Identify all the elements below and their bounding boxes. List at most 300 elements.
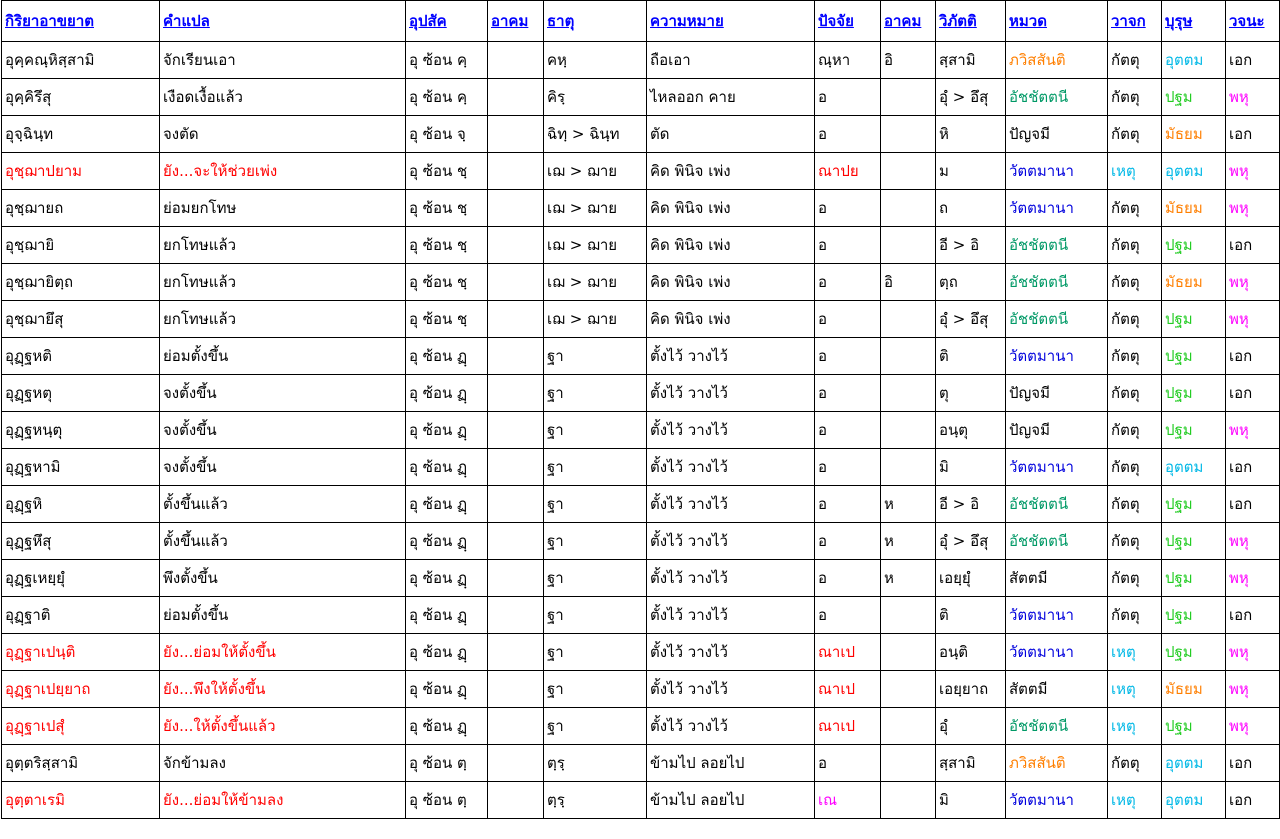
cell-upasak: อุ ซ้อน จฺ xyxy=(406,116,488,153)
cell-thatu: ตฺรฺ xyxy=(544,782,647,819)
cell-vibhatti: อุํ > อึสุ xyxy=(936,301,1006,338)
cell-meaning: ตั้งไว้ วางไว้ xyxy=(647,449,815,486)
table-row xyxy=(2,190,1280,227)
cell-akhom-1 xyxy=(488,449,544,486)
cell-kiriya: อุฏฺฐหนฺตุ xyxy=(2,412,160,449)
cell-upasak: อุ ซ้อน ชฺ xyxy=(406,301,488,338)
cell-vacaka: กัตตุ xyxy=(1108,227,1162,264)
header-upasak: อุปสัค xyxy=(406,1,488,42)
cell-akhom-1 xyxy=(488,782,544,819)
header-purisa: บุรุษ xyxy=(1162,1,1226,42)
table-row xyxy=(2,301,1280,338)
cell-vacana: พหุ xyxy=(1226,634,1280,671)
cell-muat: วัตตมานา xyxy=(1006,782,1108,819)
cell-vacaka: กัตตุ xyxy=(1108,264,1162,301)
cell-purisa: อุตตม xyxy=(1162,153,1226,190)
cell-akhom-2 xyxy=(881,153,936,190)
cell-thatu: ฐา xyxy=(544,671,647,708)
cell-translation: ยัง...ย่อมให้ตั้งขึ้น xyxy=(160,634,406,671)
cell-paccaya: ณาเป xyxy=(815,634,881,671)
cell-purisa: ปฐม xyxy=(1162,597,1226,634)
cell-kiriya: อุฏฺฐหตุ xyxy=(2,375,160,412)
cell-paccaya: อ xyxy=(815,375,881,412)
table-row xyxy=(2,523,1280,560)
cell-meaning: คิด พินิจ เพ่ง xyxy=(647,190,815,227)
cell-upasak: อุ ซ้อน ฏฺ xyxy=(406,523,488,560)
cell-thatu: ฐา xyxy=(544,486,647,523)
cell-thatu: เฌ > ฌาย xyxy=(544,153,647,190)
cell-vibhatti: มิ xyxy=(936,782,1006,819)
cell-akhom-2 xyxy=(881,338,936,375)
cell-vacaka: เหตุ xyxy=(1108,634,1162,671)
cell-vacana: เอก xyxy=(1226,597,1280,634)
cell-vacaka: กัตตุ xyxy=(1108,449,1162,486)
cell-purisa: ปฐม xyxy=(1162,301,1226,338)
cell-translation: ย่อมยกโทษ xyxy=(160,190,406,227)
cell-akhom-2: ห xyxy=(881,523,936,560)
cell-vacana: เอก xyxy=(1226,116,1280,153)
cell-purisa: ปฐม xyxy=(1162,708,1226,745)
table-row xyxy=(2,708,1280,745)
cell-thatu: ฐา xyxy=(544,338,647,375)
cell-translation: จักข้ามลง xyxy=(160,745,406,782)
cell-akhom-2 xyxy=(881,597,936,634)
cell-vacaka: กัตตุ xyxy=(1108,190,1162,227)
cell-vacana: พหุ xyxy=(1226,153,1280,190)
cell-akhom-2 xyxy=(881,116,936,153)
cell-meaning: ตั้งไว้ วางไว้ xyxy=(647,597,815,634)
cell-upasak: อุ ซ้อน ฏฺ xyxy=(406,412,488,449)
cell-vacaka: เหตุ xyxy=(1108,671,1162,708)
cell-translation: ยัง...ย่อมให้ข้ามลง xyxy=(160,782,406,819)
cell-muat: อัชชัตตนี xyxy=(1006,79,1108,116)
table-row xyxy=(2,782,1280,819)
cell-kiriya: อุฏฺฐาเปสุํ xyxy=(2,708,160,745)
cell-paccaya: ณาเป xyxy=(815,708,881,745)
cell-vibhatti: อุํ > อึสุ xyxy=(936,523,1006,560)
cell-thatu: ฐา xyxy=(544,560,647,597)
cell-purisa: ปฐม xyxy=(1162,486,1226,523)
cell-translation: ตั้งขึ้นแล้ว xyxy=(160,523,406,560)
cell-paccaya: อ xyxy=(815,745,881,782)
cell-translation: ย่อมตั้งขึ้น xyxy=(160,338,406,375)
header-vacana: วจนะ xyxy=(1226,1,1280,42)
cell-meaning: ข้ามไป ลอยไป xyxy=(647,745,815,782)
table-row xyxy=(2,634,1280,671)
cell-vacaka: กัตตุ xyxy=(1108,375,1162,412)
cell-vacana: เอก xyxy=(1226,449,1280,486)
cell-thatu: เฌ > ฌาย xyxy=(544,190,647,227)
cell-purisa: ปฐม xyxy=(1162,375,1226,412)
cell-paccaya: อ xyxy=(815,486,881,523)
cell-muat: อัชชัตตนี xyxy=(1006,486,1108,523)
cell-kiriya: อุชฺฌายิ xyxy=(2,227,160,264)
cell-muat: วัตตมานา xyxy=(1006,153,1108,190)
cell-muat: อัชชัตตนี xyxy=(1006,301,1108,338)
cell-kiriya: อุฏฺฐหติ xyxy=(2,338,160,375)
cell-upasak: อุ ซ้อน ฏฺ xyxy=(406,708,488,745)
cell-muat: วัตตมานา xyxy=(1006,190,1108,227)
cell-paccaya: อ xyxy=(815,190,881,227)
cell-vibhatti: หิ xyxy=(936,116,1006,153)
cell-akhom-2 xyxy=(881,708,936,745)
cell-vacaka: กัตตุ xyxy=(1108,745,1162,782)
cell-purisa: อุตตม xyxy=(1162,782,1226,819)
cell-upasak: อุ ซ้อน ฏฺ xyxy=(406,486,488,523)
cell-paccaya: เณ xyxy=(815,782,881,819)
cell-vacana: พหุ xyxy=(1226,708,1280,745)
cell-purisa: มัธยม xyxy=(1162,190,1226,227)
cell-vibhatti: ตฺถ xyxy=(936,264,1006,301)
cell-purisa: ปฐม xyxy=(1162,412,1226,449)
cell-kiriya: อุชฺฌายึสุ xyxy=(2,301,160,338)
cell-meaning: ตั้งไว้ วางไว้ xyxy=(647,338,815,375)
cell-vacaka: กัตตุ xyxy=(1108,79,1162,116)
cell-vibhatti: ม xyxy=(936,153,1006,190)
cell-vacaka: เหตุ xyxy=(1108,153,1162,190)
cell-muat: ปัญจมี xyxy=(1006,412,1108,449)
cell-vibhatti: สฺสามิ xyxy=(936,745,1006,782)
cell-vibhatti: มิ xyxy=(936,449,1006,486)
cell-paccaya: อ xyxy=(815,412,881,449)
cell-thatu: ฐา xyxy=(544,523,647,560)
cell-purisa: มัธยม xyxy=(1162,264,1226,301)
cell-translation: เงือดเงื้อแล้ว xyxy=(160,79,406,116)
cell-upasak: อุ ซ้อน ตฺ xyxy=(406,745,488,782)
table-row xyxy=(2,116,1280,153)
cell-translation: ยัง...จะให้ช่วยเพ่ง xyxy=(160,153,406,190)
cell-kiriya: อุจฺฉินฺท xyxy=(2,116,160,153)
cell-upasak: อุ ซ้อน ชฺ xyxy=(406,264,488,301)
cell-akhom-1 xyxy=(488,116,544,153)
cell-akhom-1 xyxy=(488,42,544,79)
cell-vacana: พหุ xyxy=(1226,264,1280,301)
cell-vibhatti: ตุ xyxy=(936,375,1006,412)
cell-akhom-2 xyxy=(881,79,936,116)
cell-vacaka: กัตตุ xyxy=(1108,486,1162,523)
cell-upasak: อุ ซ้อน ฏฺ xyxy=(406,671,488,708)
cell-purisa: ปฐม xyxy=(1162,227,1226,264)
cell-akhom-1 xyxy=(488,264,544,301)
cell-kiriya: อุฏฺฐาติ xyxy=(2,597,160,634)
cell-akhom-1 xyxy=(488,227,544,264)
cell-akhom-1 xyxy=(488,153,544,190)
cell-vibhatti: ติ xyxy=(936,597,1006,634)
cell-translation: ตั้งขึ้นแล้ว xyxy=(160,486,406,523)
cell-vacana: พหุ xyxy=(1226,190,1280,227)
cell-akhom-2 xyxy=(881,745,936,782)
header-vibhatti: วิภัตติ xyxy=(936,1,1006,42)
cell-meaning: ตั้งไว้ วางไว้ xyxy=(647,671,815,708)
table-row xyxy=(2,42,1280,79)
cell-muat: อัชชัตตนี xyxy=(1006,227,1108,264)
cell-vibhatti: เอยฺยาถ xyxy=(936,671,1006,708)
cell-kiriya: อุคฺคิรึสุ xyxy=(2,79,160,116)
cell-akhom-2 xyxy=(881,634,936,671)
cell-translation: ยกโทษแล้ว xyxy=(160,227,406,264)
cell-thatu: ฐา xyxy=(544,375,647,412)
cell-akhom-2: ห xyxy=(881,560,936,597)
cell-akhom-1 xyxy=(488,190,544,227)
cell-purisa: ปฐม xyxy=(1162,634,1226,671)
cell-vacana: พหุ xyxy=(1226,560,1280,597)
cell-muat: วัตตมานา xyxy=(1006,338,1108,375)
header-vacaka: วาจก xyxy=(1108,1,1162,42)
cell-upasak: อุ ซ้อน ชฺ xyxy=(406,227,488,264)
cell-kiriya: อุตฺตริสฺสามิ xyxy=(2,745,160,782)
cell-vacana: พหุ xyxy=(1226,301,1280,338)
cell-vacaka: กัตตุ xyxy=(1108,42,1162,79)
cell-thatu: ฐา xyxy=(544,412,647,449)
cell-kiriya: อุฏฺฐหิ xyxy=(2,486,160,523)
cell-vibhatti: อี > อิ xyxy=(936,227,1006,264)
cell-akhom-1 xyxy=(488,79,544,116)
cell-paccaya: อ xyxy=(815,560,881,597)
cell-thatu: ตฺรฺ xyxy=(544,745,647,782)
cell-vibhatti: อนฺตุ xyxy=(936,412,1006,449)
cell-thatu: ฐา xyxy=(544,449,647,486)
cell-akhom-1 xyxy=(488,671,544,708)
cell-upasak: อุ ซ้อน ตฺ xyxy=(406,782,488,819)
table-row xyxy=(2,745,1280,782)
table-row xyxy=(2,486,1280,523)
cell-paccaya: อ xyxy=(815,449,881,486)
cell-purisa: อุตตม xyxy=(1162,745,1226,782)
cell-meaning: ตั้งไว้ วางไว้ xyxy=(647,634,815,671)
table-row xyxy=(2,412,1280,449)
cell-kiriya: อุฏฺฐหึสุ xyxy=(2,523,160,560)
cell-upasak: อุ ซ้อน ชฺ xyxy=(406,190,488,227)
cell-vacana: เอก xyxy=(1226,745,1280,782)
cell-muat: ภวิสสันติ xyxy=(1006,42,1108,79)
cell-akhom-2 xyxy=(881,190,936,227)
cell-vibhatti: อุํ > อึสุ xyxy=(936,79,1006,116)
cell-thatu: เฌ > ฌาย xyxy=(544,301,647,338)
cell-translation: จงตั้งขึ้น xyxy=(160,375,406,412)
cell-vacana: พหุ xyxy=(1226,412,1280,449)
cell-akhom-2: ห xyxy=(881,486,936,523)
cell-purisa: ปฐม xyxy=(1162,560,1226,597)
cell-thatu: เฌ > ฌาย xyxy=(544,264,647,301)
cell-paccaya: อ xyxy=(815,264,881,301)
cell-akhom-1 xyxy=(488,375,544,412)
table-row xyxy=(2,338,1280,375)
cell-upasak: อุ ซ้อน คฺ xyxy=(406,42,488,79)
cell-vacaka: กัตตุ xyxy=(1108,301,1162,338)
cell-translation: พึงตั้งขึ้น xyxy=(160,560,406,597)
table-row xyxy=(2,264,1280,301)
header-kiriya: กิริยาอาขยาต xyxy=(2,1,160,42)
cell-vacaka: กัตตุ xyxy=(1108,560,1162,597)
table-row xyxy=(2,79,1280,116)
cell-translation: จักเรียนเอา xyxy=(160,42,406,79)
cell-kiriya: อุฏฺฐหามิ xyxy=(2,449,160,486)
cell-akhom-1 xyxy=(488,486,544,523)
cell-translation: จงตั้งขึ้น xyxy=(160,412,406,449)
cell-muat: อัชชัตตนี xyxy=(1006,264,1108,301)
table-row xyxy=(2,560,1280,597)
cell-akhom-1 xyxy=(488,338,544,375)
table-body xyxy=(2,42,1280,819)
cell-akhom-2: อิ xyxy=(881,42,936,79)
header-meaning: ความหมาย xyxy=(647,1,815,42)
cell-akhom-1 xyxy=(488,412,544,449)
cell-paccaya: ณาเป xyxy=(815,671,881,708)
cell-translation: ย่อมตั้งขึ้น xyxy=(160,597,406,634)
cell-vibhatti: อนฺติ xyxy=(936,634,1006,671)
cell-upasak: อุ ซ้อน ฏฺ xyxy=(406,597,488,634)
cell-vacana: พหุ xyxy=(1226,523,1280,560)
cell-meaning: ไหลออก คาย xyxy=(647,79,815,116)
cell-kiriya: อุชฺฌาปยาม xyxy=(2,153,160,190)
cell-muat: วัตตมานา xyxy=(1006,597,1108,634)
header-paccaya: ปัจจัย xyxy=(815,1,881,42)
cell-vibhatti: เอยฺยุํ xyxy=(936,560,1006,597)
cell-upasak: อุ ซ้อน ฏฺ xyxy=(406,338,488,375)
cell-thatu: คิรฺ xyxy=(544,79,647,116)
cell-paccaya: อ xyxy=(815,301,881,338)
cell-translation: จงตั้งขึ้น xyxy=(160,449,406,486)
cell-kiriya: อุตฺตาเรมิ xyxy=(2,782,160,819)
header-muat: หมวด xyxy=(1006,1,1108,42)
cell-vacaka: กัตตุ xyxy=(1108,523,1162,560)
cell-meaning: ตั้งไว้ วางไว้ xyxy=(647,708,815,745)
table-row xyxy=(2,227,1280,264)
cell-muat: สัตตมี xyxy=(1006,560,1108,597)
cell-vacana: เอก xyxy=(1226,227,1280,264)
cell-upasak: อุ ซ้อน ฏฺ xyxy=(406,375,488,412)
table-row xyxy=(2,375,1280,412)
cell-upasak: อุ ซ้อน คฺ xyxy=(406,79,488,116)
cell-meaning: ตั้งไว้ วางไว้ xyxy=(647,486,815,523)
header-thatu: ธาตุ xyxy=(544,1,647,42)
cell-vacaka: กัตตุ xyxy=(1108,116,1162,153)
cell-meaning: คิด พินิจ เพ่ง xyxy=(647,153,815,190)
cell-vacana: เอก xyxy=(1226,375,1280,412)
cell-akhom-2 xyxy=(881,375,936,412)
cell-meaning: ตั้งไว้ วางไว้ xyxy=(647,523,815,560)
cell-muat: อัชชัตตนี xyxy=(1006,523,1108,560)
cell-thatu: เฌ > ฌาย xyxy=(544,227,647,264)
cell-vacaka: กัตตุ xyxy=(1108,338,1162,375)
cell-meaning: คิด พินิจ เพ่ง xyxy=(647,301,815,338)
cell-kiriya: อุคฺคณฺหิสฺสามิ xyxy=(2,42,160,79)
cell-thatu: ฉิทฺ > ฉินฺท xyxy=(544,116,647,153)
cell-upasak: อุ ซ้อน ชฺ xyxy=(406,153,488,190)
cell-thatu: คหฺ xyxy=(544,42,647,79)
cell-akhom-2 xyxy=(881,412,936,449)
cell-meaning: ตั้งไว้ วางไว้ xyxy=(647,412,815,449)
cell-translation: ยกโทษแล้ว xyxy=(160,301,406,338)
cell-muat: ปัญจมี xyxy=(1006,116,1108,153)
cell-kiriya: อุชฺฌายิตฺถ xyxy=(2,264,160,301)
cell-translation: ยัง...พึงให้ตั้งขึ้น xyxy=(160,671,406,708)
cell-upasak: อุ ซ้อน ฏฺ xyxy=(406,634,488,671)
cell-vacana: เอก xyxy=(1226,486,1280,523)
cell-purisa: มัธยม xyxy=(1162,116,1226,153)
cell-muat: วัตตมานา xyxy=(1006,634,1108,671)
header-akhom-1: อาคม xyxy=(488,1,544,42)
header-row xyxy=(2,1,1280,42)
cell-purisa: อุตตม xyxy=(1162,42,1226,79)
cell-akhom-2: อิ xyxy=(881,264,936,301)
cell-akhom-1 xyxy=(488,560,544,597)
cell-vacana: พหุ xyxy=(1226,79,1280,116)
cell-kiriya: อุฏฺฐาเปนฺติ xyxy=(2,634,160,671)
table-row xyxy=(2,671,1280,708)
cell-vacaka: เหตุ xyxy=(1108,782,1162,819)
cell-muat: ภวิสสันติ xyxy=(1006,745,1108,782)
cell-vibhatti: ถ xyxy=(936,190,1006,227)
cell-vibhatti: ติ xyxy=(936,338,1006,375)
cell-thatu: ฐา xyxy=(544,708,647,745)
cell-paccaya: อ xyxy=(815,523,881,560)
cell-akhom-2 xyxy=(881,449,936,486)
cell-vacaka: กัตตุ xyxy=(1108,412,1162,449)
verb-table xyxy=(1,0,1280,819)
cell-vibhatti: อี > อิ xyxy=(936,486,1006,523)
cell-muat: ปัญจมี xyxy=(1006,375,1108,412)
cell-kiriya: อุฏฺฐเหยฺยุํ xyxy=(2,560,160,597)
cell-paccaya: อ xyxy=(815,79,881,116)
cell-muat: วัตตมานา xyxy=(1006,449,1108,486)
cell-purisa: ปฐม xyxy=(1162,338,1226,375)
cell-meaning: คิด พินิจ เพ่ง xyxy=(647,264,815,301)
cell-kiriya: อุฏฺฐาเปยฺยาถ xyxy=(2,671,160,708)
cell-translation: ยัง...ให้ตั้งขึ้นแล้ว xyxy=(160,708,406,745)
cell-vacaka: กัตตุ xyxy=(1108,597,1162,634)
cell-vibhatti: อุํ xyxy=(936,708,1006,745)
cell-paccaya: อ xyxy=(815,338,881,375)
cell-vacana: เอก xyxy=(1226,338,1280,375)
cell-akhom-2 xyxy=(881,227,936,264)
cell-vacana: เอก xyxy=(1226,42,1280,79)
cell-purisa: มัธยม xyxy=(1162,671,1226,708)
cell-akhom-2 xyxy=(881,671,936,708)
cell-meaning: ตัด xyxy=(647,116,815,153)
cell-vacana: พหุ xyxy=(1226,671,1280,708)
cell-purisa: ปฐม xyxy=(1162,79,1226,116)
cell-meaning: คิด พินิจ เพ่ง xyxy=(647,227,815,264)
cell-paccaya: อ xyxy=(815,227,881,264)
cell-thatu: ฐา xyxy=(544,634,647,671)
cell-purisa: ปฐม xyxy=(1162,523,1226,560)
table-row xyxy=(2,153,1280,190)
table-row xyxy=(2,449,1280,486)
cell-muat: อัชชัตตนี xyxy=(1006,708,1108,745)
cell-meaning: ตั้งไว้ วางไว้ xyxy=(647,375,815,412)
cell-paccaya: ณฺหา xyxy=(815,42,881,79)
cell-thatu: ฐา xyxy=(544,597,647,634)
cell-purisa: อุตตม xyxy=(1162,449,1226,486)
cell-translation: จงตัด xyxy=(160,116,406,153)
header-translation: คำแปล xyxy=(160,1,406,42)
cell-upasak: อุ ซ้อน ฏฺ xyxy=(406,560,488,597)
cell-kiriya: อุชฺฌายถ xyxy=(2,190,160,227)
cell-paccaya: อ xyxy=(815,597,881,634)
cell-paccaya: อ xyxy=(815,116,881,153)
cell-akhom-1 xyxy=(488,301,544,338)
cell-akhom-1 xyxy=(488,523,544,560)
cell-akhom-2 xyxy=(881,782,936,819)
cell-paccaya: ณาปย xyxy=(815,153,881,190)
cell-meaning: ข้ามไป ลอยไป xyxy=(647,782,815,819)
cell-akhom-1 xyxy=(488,634,544,671)
cell-vibhatti: สฺสามิ xyxy=(936,42,1006,79)
table-row xyxy=(2,597,1280,634)
cell-akhom-1 xyxy=(488,745,544,782)
cell-muat: สัตตมี xyxy=(1006,671,1108,708)
